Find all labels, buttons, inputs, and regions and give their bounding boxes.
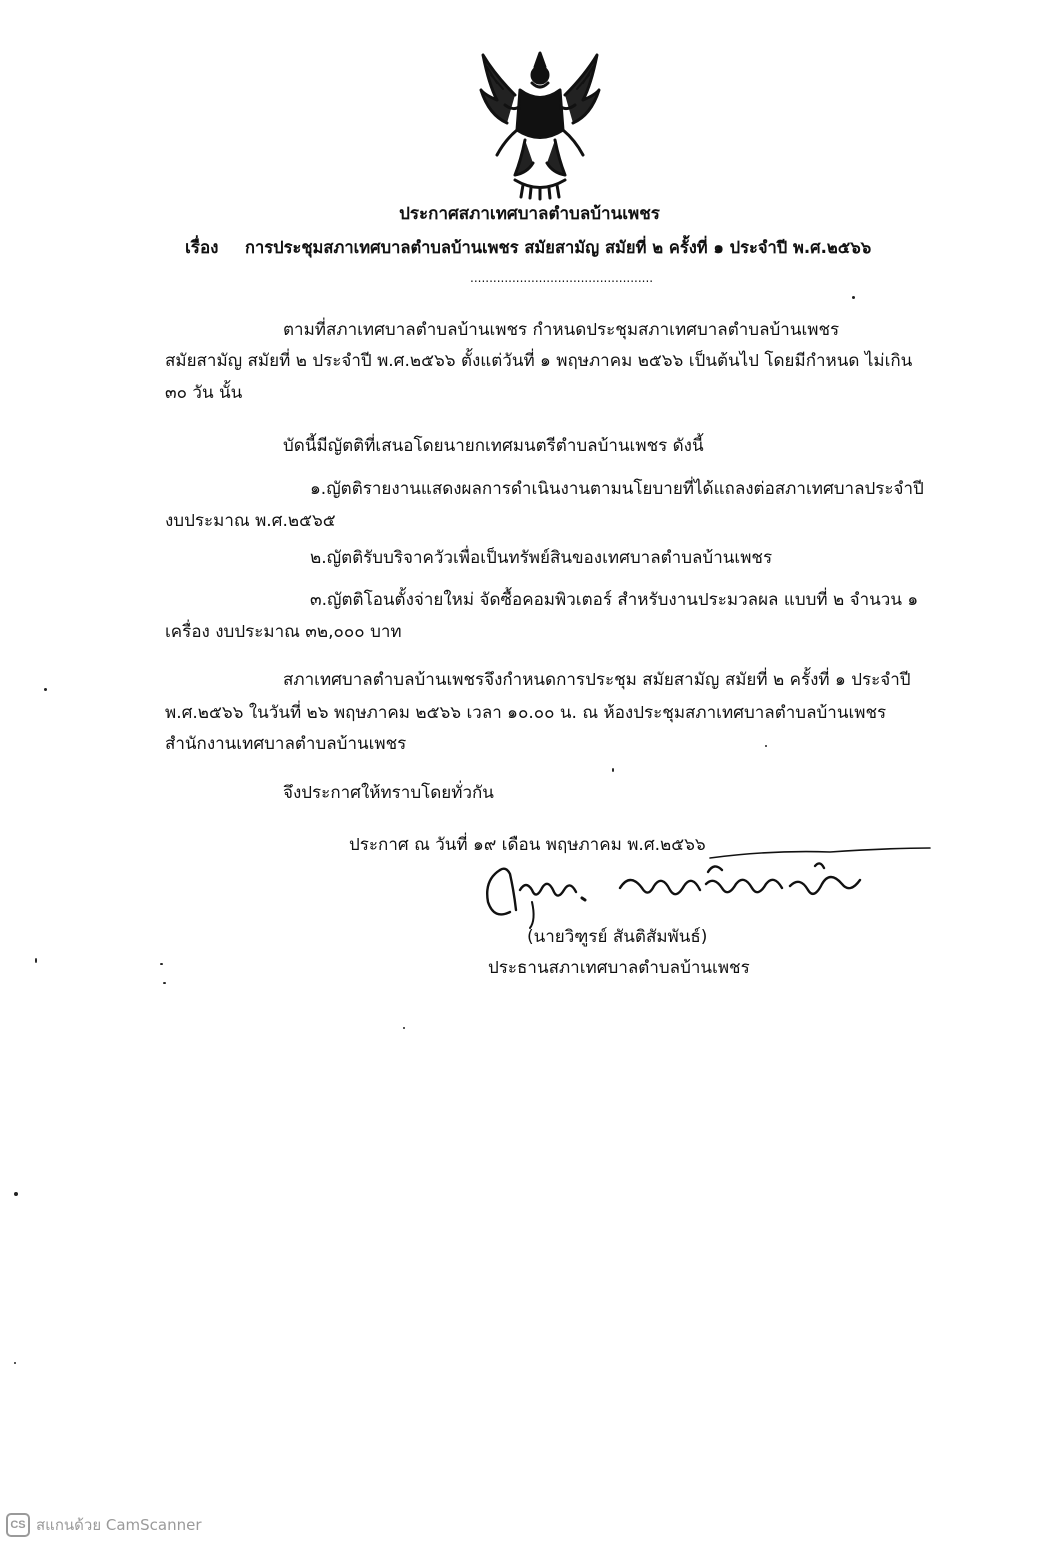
para2-motions-intro: บัดนี้มีญัตติที่เสนอโดยนายกเทศมนตรีตำบลบ้านเพชร ดังนี้ — [283, 436, 704, 456]
subject-text: การประชุมสภาเทศบาลตำบลบ้านเพชร สมัยสามัญ สมัยที่ ๒ ครั้งที่ ๑ ประจำปี พ.ศ.๒๕๖๖ — [245, 238, 872, 257]
scan-speck — [163, 982, 166, 984]
handwritten-signature — [470, 840, 940, 930]
announcement-title: ประกาศสภาเทศบาลตำบลบ้านเพชร — [399, 204, 660, 224]
scan-speck — [14, 1192, 18, 1196]
subject-label: เรื่อง — [185, 238, 219, 258]
scan-speck — [852, 296, 855, 299]
motion-3-line2: เครื่อง งบประมาณ ๓๒,๐๐๐ บาท — [165, 622, 402, 642]
scan-speck — [403, 1027, 405, 1029]
camscanner-logo-icon: CS — [6, 1513, 30, 1537]
announcement-date: ประกาศ ณ วันที่ ๑๙ เดือน พฤษภาคม พ.ศ.๒๕๖๖ — [349, 835, 706, 855]
para3-line2: พ.ศ.๒๕๖๖ ในวันที่ ๒๖ พฤษภาคม ๒๕๖๖ เวลา ๑๐.๐๐ น. ณ ห้องประชุมสภาเทศบาลตำบลบ้านเพชร — [165, 703, 887, 723]
closing-statement: จึงประกาศให้ทราบโดยทั่วกัน — [283, 783, 494, 803]
scan-speck — [35, 958, 37, 963]
scan-speck — [765, 745, 767, 747]
camscanner-watermark — [6, 1512, 202, 1538]
scan-speck — [14, 1362, 16, 1364]
motion-1-line1: ๑.ญัตติรายงานแสดงผลการดำเนินงานตามนโยบายที่ได้แถลงต่อสภาเทศบาลประจำปี — [310, 479, 924, 499]
signatory-name: (นายวิฑูรย์ สันติสัมพันธ์) — [527, 927, 708, 947]
motion-3-line1: ๓.ญัตติโอนตั้งจ่ายใหม่ จัดซื้อคอมพิวเตอร์ สำหรับงานประมวลผล แบบที่ ๒ จำนวน ๑ — [310, 590, 919, 610]
para1-line2: สมัยสามัญ สมัยที่ ๒ ประจำปี พ.ศ.๒๕๖๖ ตั้งแต่วันที่ ๑ พฤษภาคม ๒๕๖๖ เป็นต้นไป โดยมีกำหนด ไม่เกิน — [165, 351, 913, 371]
para3-line3: สำนักงานเทศบาลตำบลบ้านเพชร — [165, 734, 407, 754]
camscanner-text: สแกนด้วย CamScanner — [36, 1516, 202, 1534]
scan-speck — [160, 963, 163, 965]
motion-2: ๒.ญัตติรับบริจาควัวเพื่อเป็นทรัพย์สินของเทศบาลตำบลบ้านเพชร — [310, 548, 773, 568]
scan-speck — [612, 768, 614, 772]
scan-speck — [44, 688, 47, 691]
separator-dots: ................................................ — [470, 271, 654, 285]
para3-line1: สภาเทศบาลตำบลบ้านเพชรจึงกำหนดการประชุม สมัยสามัญ สมัยที่ ๒ ครั้งที่ ๑ ประจำปี — [283, 670, 911, 690]
motion-1-line2: งบประมาณ พ.ศ.๒๕๖๕ — [165, 511, 336, 531]
para1-line3: ๓๐ วัน นั้น — [165, 383, 243, 403]
para1-line1: ตามที่สภาเทศบาลตำบลบ้านเพชร กำหนดประชุมสภาเทศบาลตำบลบ้านเพชร — [283, 320, 840, 340]
garuda-emblem-icon — [475, 45, 605, 200]
signatory-position: ประธานสภาเทศบาลตำบลบ้านเพชร — [488, 958, 750, 978]
